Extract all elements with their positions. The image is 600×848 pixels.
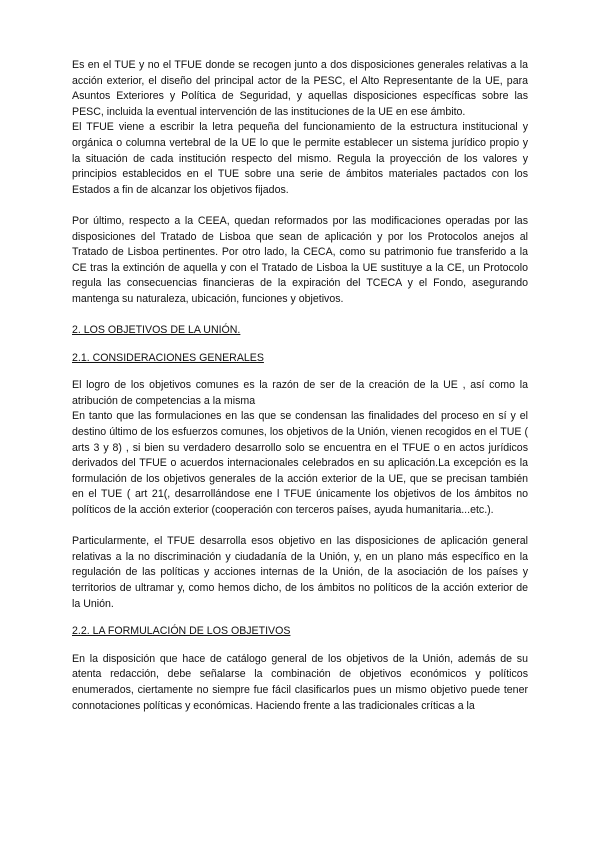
spacer — [72, 339, 528, 351]
spacer — [72, 198, 528, 214]
section-heading-objetivos: 2. LOS OBJETIVOS DE LA UNIÓN. — [72, 324, 241, 337]
paragraph-catalogo-general: En la disposición que hace de catálogo general de los objetivos de la Unión, además de su atenta redacción, debe señalarse la combinación de objetivos económicos y políticos enumerados, ciertamente no siempre fue fácil clasificarlos pues un mismo objetivo puede tener connotaciones políticas y económicas. Haciendo frente a las tradicionales críticas a la — [72, 652, 528, 712]
paragraph-ceea-ceca: Por último, respecto a la CEEA, quedan reformados por las modificaciones operadas por las disposiciones del Tratado de Lisboa que sean de aplicación y por los Protocolos anejos al Tratado de Lisboa pertinentes. Por otro lado, la CECA, como su patrimonio fue transferido a la CE tras la extinción de aquella y con el Tratado de Lisboa la UE sustituye a la CE, un Protocolo regula las consecuencias financieras de la expiración del TCECA y el Fondo, asegurando mantenga su naturaleza, ubicación, funciones y objetivos. — [72, 214, 528, 305]
spacer — [72, 308, 528, 324]
spacer — [72, 640, 528, 652]
paragraph-tue-pesc: Es en el TUE y no el TFUE donde se recogen junto a dos disposiciones generales relativas a la acción exterior, el diseño del principal actor de la PESC, el Alto Representante de la UE, para Asuntos Exteriores y Política de Seguridad, y aquellas disposiciones específicas sobre las PESC, incluida la eventual intervención de las instituciones de la UE en ese ámbito. — [72, 59, 528, 118]
paragraph-particularmente: Particularmente, el TFUE desarrolla esos objetivo en las disposiciones de aplicación general relativas a la no discriminación y ciudadanía de la Unión, y, en un plano más específico en la regulación de las políticas y acciones internas de la Unión, de la asociación de los países y territorios de ultramar y, como hemos dicho, de los ámbitos no políticos de la acción exterior de la Unión. — [72, 535, 528, 610]
spacer — [72, 612, 528, 624]
paragraph-logro-objetivos: El logro de los objetivos comunes es la razón de ser de la creación de la UE , así como la atribución de competencias a la misma — [72, 379, 528, 407]
subsection-heading-formulacion: 2.2. LA FORMULACIÓN DE LOS OBJETIVOS — [72, 625, 291, 638]
spacer — [72, 366, 528, 378]
paragraph-formulaciones: En tanto que las formulaciones en las que se condensan las finalidades del proceso en sí y el destino último de los esfuerzos comunes, los objetivos de la Unión, vienen recogidos en el TUE ( arts 3 y 8) , si bien su verdadero desarrollo solo se encuentra en el TFUE o en actos jurídicos derivados del TFUE o acuerdos internacionales celebrados en su aplicación.La excepción es la formulación de los objetivos generales de la acción exterior de la UE, que se precisan también en el TUE ( art 21(, desarrollándose ene l TFUE únicamente los objetivos de los ámbitos no políticos de la acción exterior (cooperación con terceros países, ayuda humanitaria...etc.). — [72, 410, 528, 517]
paragraph-tfue: El TFUE viene a escribir la letra pequeña del funcionamiento de la estructura institucional y orgánica o columna vertebral de la UE lo que le permite establecer un sistema jurídico propio y la situación de cada institución respecto del mismo. Regula la proyección de los valores y principios establecidos en el TUE sobre una serie de ámbitos materiales pactados con los Estados a fin de alcanzar los objetivos fijados. — [72, 121, 528, 196]
subsection-heading-consideraciones: 2.1. CONSIDERACIONES GENERALES — [72, 351, 264, 364]
spacer — [72, 519, 528, 535]
